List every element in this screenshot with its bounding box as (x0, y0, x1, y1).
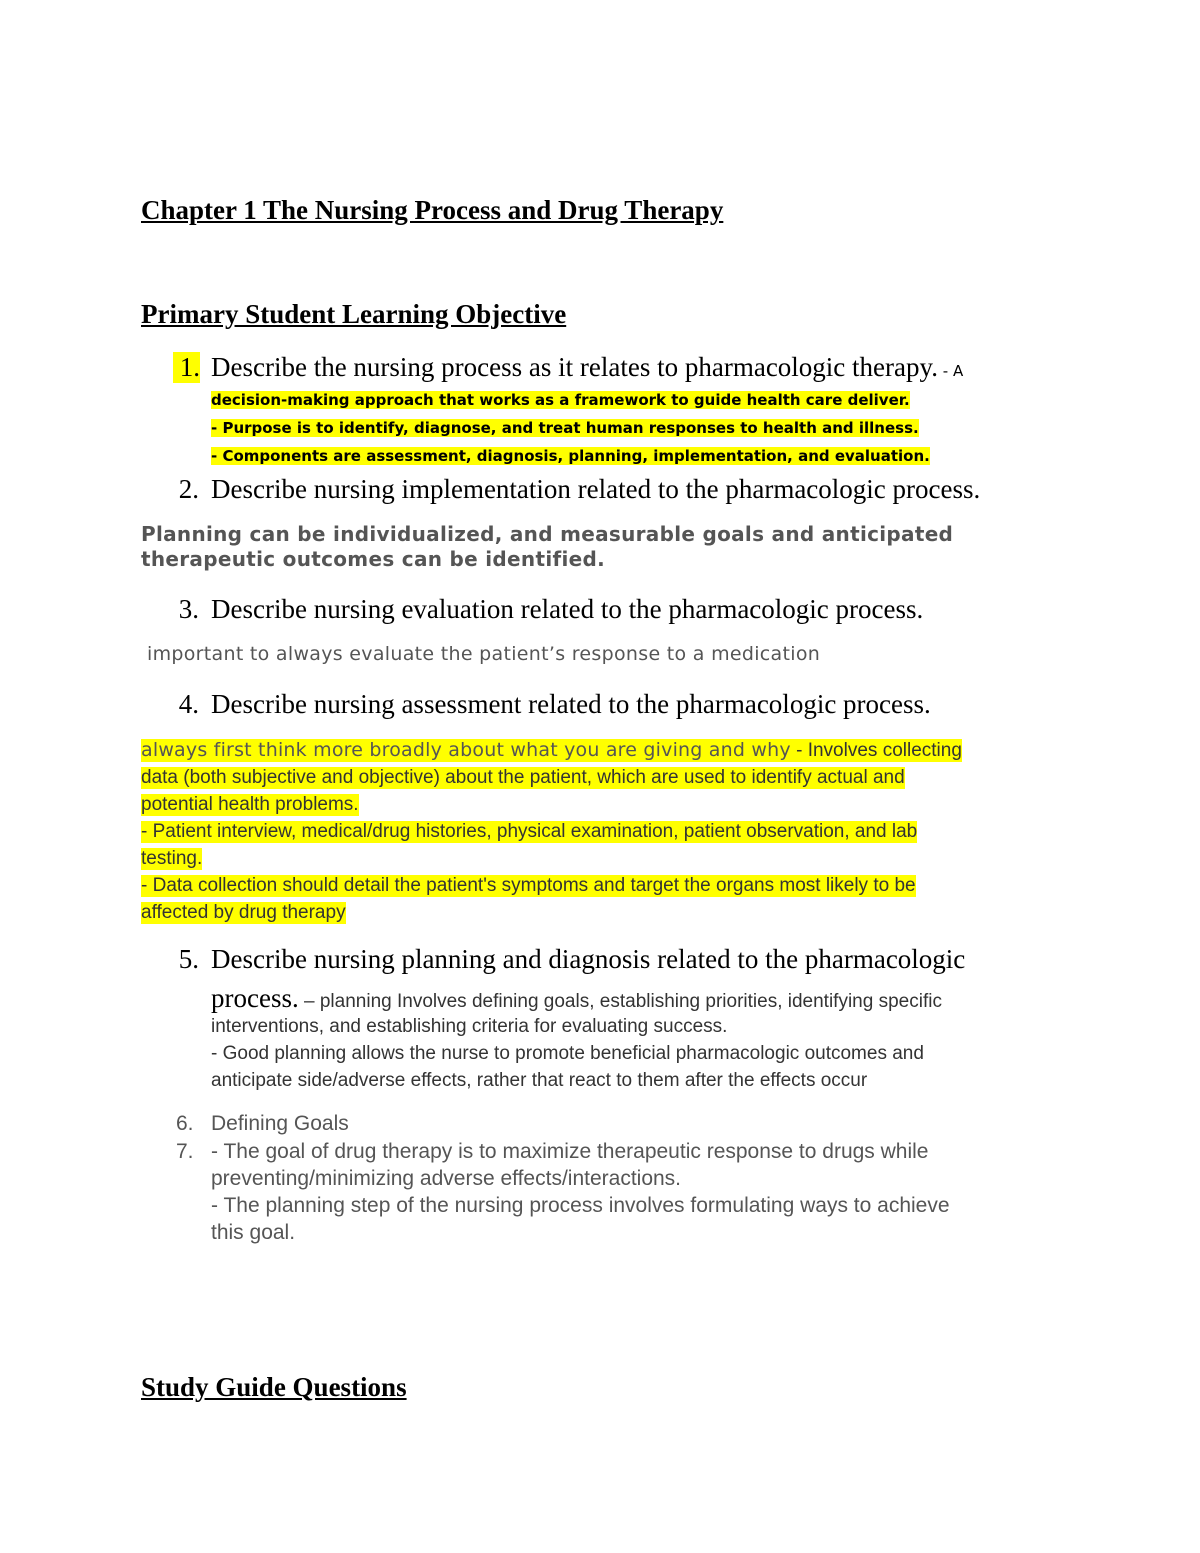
objective-5-note: interventions, and establishing criteria for evaluating success. (211, 1016, 728, 1037)
objective-5-note: anticipate side/adverse effects, rather that react to them after the effects occur (211, 1070, 868, 1091)
objective-4-note: potential health problems. (141, 794, 359, 815)
objective-1-text: Describe the nursing process as it relates to pharmacologic therapy. (211, 352, 938, 382)
objective-number: 3. (178, 594, 199, 624)
objective-4-note: affected by drug therapy (141, 902, 346, 923)
objective-text: Describe nursing assessment related to the pharmacologic process. (211, 689, 931, 719)
objective-5-note: - Good planning allows the nurse to promote beneficial pharmacologic outcomes and (211, 1043, 924, 1064)
list-number: 6. (176, 1112, 194, 1135)
document-title: Chapter 1 The Nursing Process and Drug Therapy (141, 195, 724, 225)
objective-text: Describe nursing planning and diagnosis related to the pharmacologic (211, 944, 966, 974)
objective-4-note: - Patient interview, medical/drug histories, physical examination, patient observation, and lab (141, 821, 918, 842)
objective-text: Describe nursing implementation related to the pharmacologic process. (211, 474, 981, 504)
list-item: - The goal of drug therapy is to maximize therapeutic response to drugs while (211, 1140, 929, 1163)
objective-2-note: therapeutic outcomes can be identified. (141, 547, 606, 571)
objective-4-note: data (both subjective and objective) about the patient, which are used to identify actual and (141, 767, 905, 788)
objective-text: Describe nursing evaluation related to the pharmacologic process. (211, 594, 924, 624)
objective-5-note-lead: – planning Involves defining goals, establishing priorities, identifying specific (298, 991, 942, 1012)
objective-number: 2. (178, 474, 199, 504)
list-number: 7. (176, 1140, 194, 1163)
objective-1-note: decision-making approach that works as a framework to guide health care deliver. (211, 391, 910, 409)
list-item-cont: - The planning step of the nursing process involves formulating ways to achieve (211, 1194, 950, 1217)
study-guide-heading: Study Guide Questions (141, 1372, 407, 1402)
objective-4-note-cont: - Involves collecting (790, 740, 962, 761)
objective-1-lead: - A (938, 362, 964, 380)
objective-3-note: important to always evaluate the patient’s response to a medication (147, 643, 821, 665)
objective-1-note: - Purpose is to identify, diagnose, and treat human responses to health and illness. (211, 419, 919, 437)
objective-text (211, 352, 963, 383)
list-item-cont: preventing/minimizing adverse effects/interactions. (211, 1167, 682, 1190)
objective-number: 1. (173, 352, 200, 383)
objective-2-note: Planning can be individualized, and measurable goals and anticipated (141, 522, 954, 546)
list-item-cont: this goal. (211, 1221, 296, 1244)
objective-4-note-first: always first think more broadly about what you are giving and why (141, 739, 791, 761)
objective-5-line2 (211, 983, 942, 1014)
list-item: Defining Goals (211, 1112, 349, 1135)
objective-4-note: - Data collection should detail the patient's symptoms and target the organs most likely to be (141, 875, 916, 896)
objective-number: 4. (178, 689, 199, 719)
objective-number: 5. (178, 944, 199, 974)
section-heading: Primary Student Learning Objective (141, 299, 567, 329)
objective-4-note: testing. (141, 848, 203, 869)
objective-1-note: - Components are assessment, diagnosis, planning, implementation, and evaluation. (211, 447, 930, 465)
objective-4-note-intro (141, 739, 962, 762)
objective-5-text-cont: process. (211, 983, 299, 1013)
